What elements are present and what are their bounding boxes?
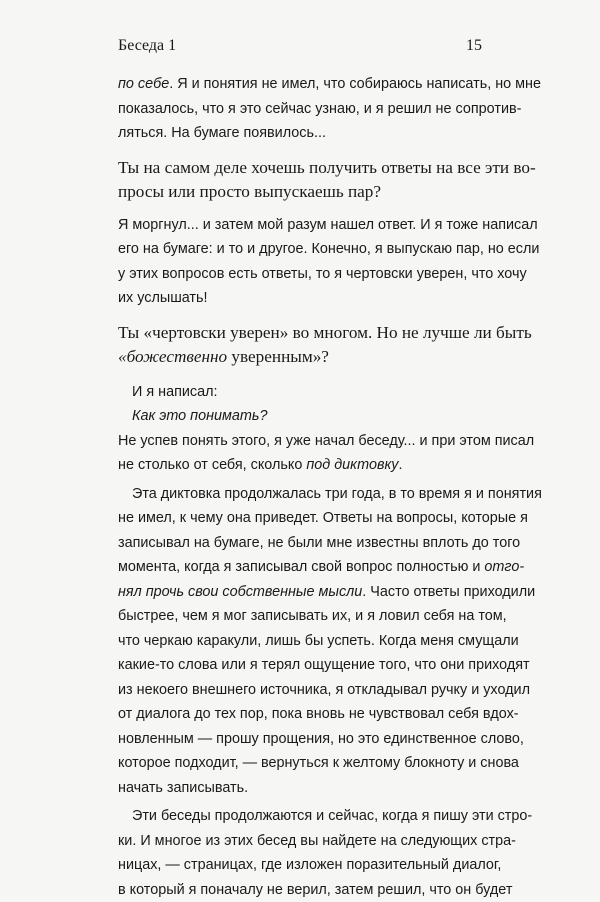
text-line: записывал на бумаге, не были мне известны вплоть до того	[118, 531, 500, 556]
god-paragraph	[118, 321, 500, 369]
chapter-title: Беседа 1	[118, 37, 176, 55]
running-header	[118, 37, 482, 55]
text-line: которое подходит, — вернуться к желтому блокноту и снова	[118, 751, 500, 776]
text-line: какие-то слова или я терял ощущение того, что они приходят	[118, 653, 500, 678]
text-line: Как это понимать?	[118, 404, 500, 429]
god-paragraph	[118, 156, 500, 204]
author-paragraph	[118, 804, 500, 902]
text-line: по себе. Я и понятия не имел, что собираюсь написать, но мне	[118, 72, 500, 97]
author-paragraph	[118, 380, 500, 478]
text-line: не столько от себя, сколько под диктовку.	[118, 453, 500, 478]
author-paragraph	[118, 72, 500, 146]
text-line: момента, когда я записывал свой вопрос полностью и отго-	[118, 555, 500, 580]
text-line: Эта диктовка продолжалась три года, в то время я и понятия	[118, 482, 500, 507]
text-line: у этих вопросов есть ответы, то я чертовски уверен, что хочу	[118, 262, 500, 287]
page-number: 15	[466, 37, 482, 55]
text-line: что черкаю каракули, лишь бы успеть. Когда меня смущали	[118, 629, 500, 654]
text-line: Ты на самом деле хочешь получить ответы на все эти во-	[118, 156, 500, 180]
text-line: Ты «чертовски уверен» во многом. Но не лучше ли быть	[118, 321, 500, 345]
text-line: просы или просто выпускаешь пар?	[118, 180, 500, 204]
text-line: от диалога до тех пор, пока вновь не чувствовал себя вдох-	[118, 702, 500, 727]
author-paragraph	[118, 482, 500, 801]
text-line: нял прочь свои собственные мысли. Часто ответы приходили	[118, 580, 500, 605]
text-line: «божественно уверенным»?	[118, 345, 500, 369]
text-line: начать записывать.	[118, 776, 500, 801]
text-line: Я моргнул... и затем мой разум нашел ответ. И я тоже написал	[118, 213, 500, 238]
text-line: ницах, — страницах, где изложен поразительный диалог,	[118, 853, 500, 878]
text-line: И я написал:	[118, 380, 500, 405]
text-line: не имел, к чему она приведет. Ответы на вопросы, которые я	[118, 506, 500, 531]
text-line: показалось, что я это сейчас узнаю, и я решил не сопротив-	[118, 97, 500, 122]
text-line: ки. И многое из этих бесед вы найдете на следующих стра-	[118, 829, 500, 854]
text-line: Эти беседы продолжаются и сейчас, когда я пишу эти стро-	[118, 804, 500, 829]
text-line: его на бумаге: и то и другое. Конечно, я выпускаю пар, но если	[118, 237, 500, 262]
text-line: из некоего внешнего источника, я откладывал ручку и уходил	[118, 678, 500, 703]
text-line: Не успев понять этого, я уже начал беседу... и при этом писал	[118, 429, 500, 454]
page-body	[118, 72, 500, 902]
author-paragraph	[118, 213, 500, 311]
text-line: в который я поначалу не верил, затем решил, что он будет	[118, 878, 500, 902]
text-line: быстрее, чем я мог записывать их, и я ловил себя на том,	[118, 604, 500, 629]
text-line: новленным — прошу прощения, но это единственное слово,	[118, 727, 500, 752]
text-line: ляться. На бумаге появилось...	[118, 121, 500, 146]
text-line: их услышать!	[118, 286, 500, 311]
